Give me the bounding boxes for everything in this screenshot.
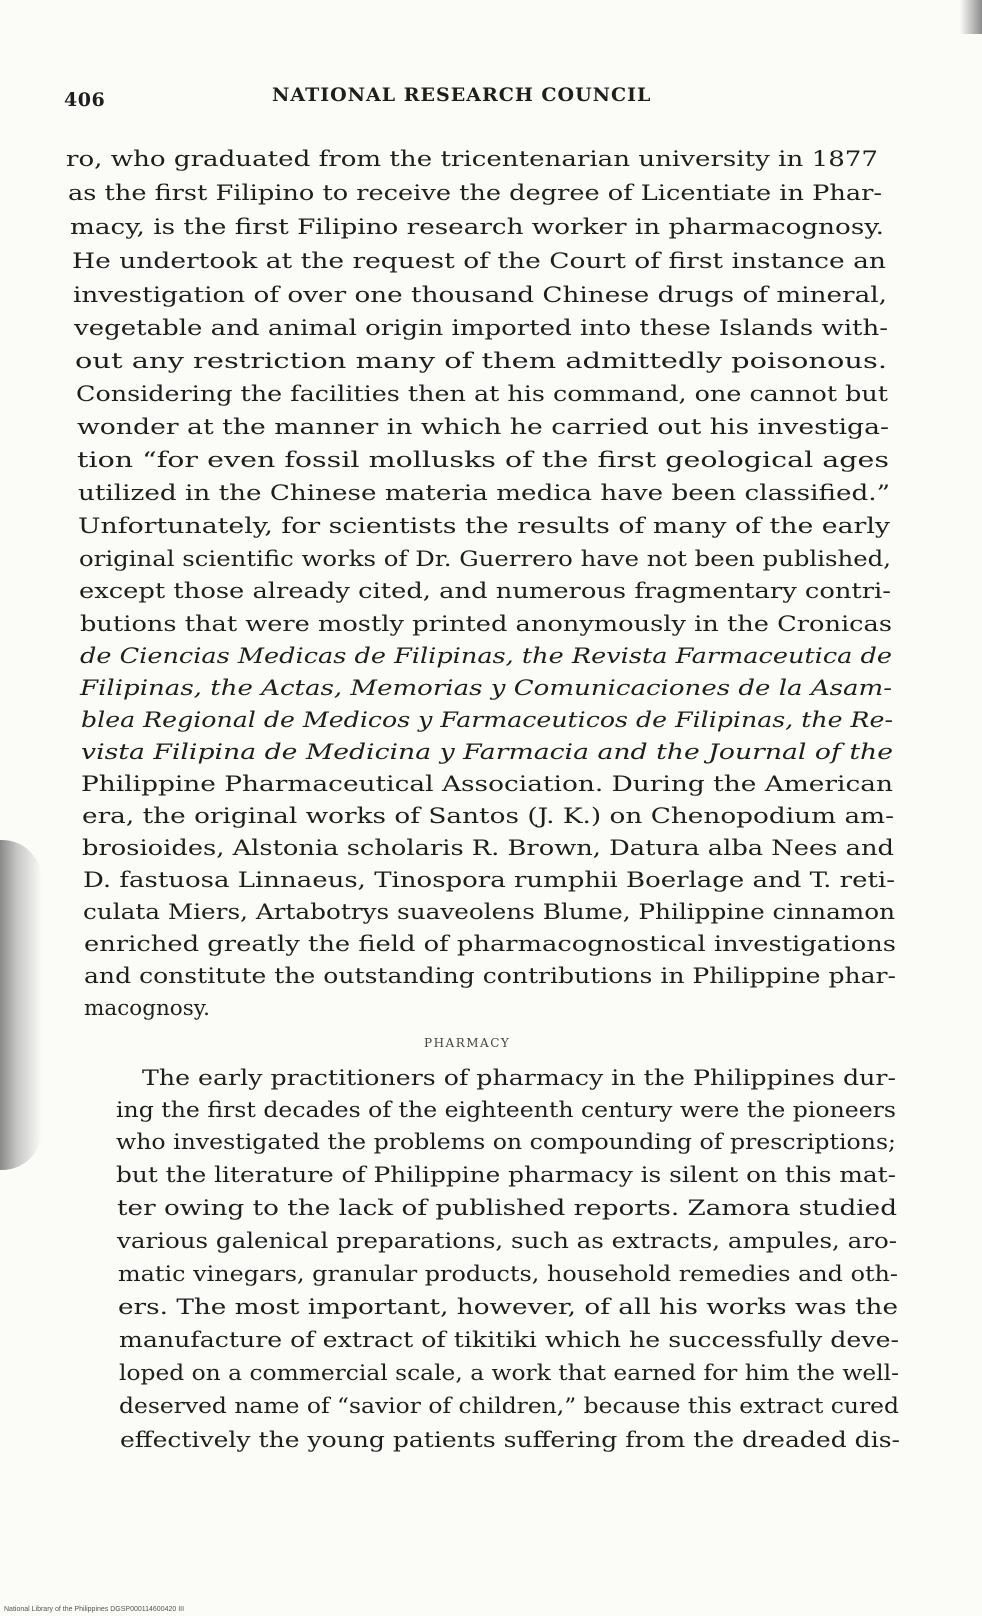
text-line: The early practitioners of pharmacy in the Philippines dur- <box>142 1066 896 1091</box>
binding-shadow <box>0 840 42 1170</box>
text-line: ter owing to the lack of published reports. Zamora studied <box>117 1196 897 1221</box>
scan-footer: National Library of the Philippines DGSP000114600420 III <box>4 1606 185 1613</box>
text-line: tion “for even fossil mollusks of the first geological ages <box>77 448 889 473</box>
text-line: Filipinas, the Actas, Memorias y Comunicaciones de la Asam- <box>80 676 892 701</box>
text-line: enriched greatly the field of pharmacognostical investigations <box>84 932 897 957</box>
text-line: and constitute the outstanding contributions in Philippine phar- <box>84 964 896 989</box>
text-line: vegetable and animal origin imported into these Islands with- <box>74 316 888 341</box>
text-line: except those already cited, and numerous fragmentary contri- <box>79 579 891 604</box>
edge-shadow <box>960 0 982 34</box>
text-line: ing the first decades of the eighteenth century were the pioneers <box>116 1098 896 1123</box>
text-line: effectively the young patients suffering from the dreaded dis- <box>120 1428 900 1453</box>
text-line: era, the original works of Santos (J. K.) on Chenopodium am- <box>82 804 894 829</box>
text-line: Philippine Pharmaceutical Association. During the American <box>81 772 893 797</box>
text-line: macognosy. <box>84 996 210 1021</box>
text-line: ers. The most important, however, of all his works was the <box>118 1295 898 1320</box>
text-line: utilized in the Chinese materia medica have been classified.” <box>78 481 890 506</box>
text-line: culata Miers, Artabotrys suaveolens Blume, Philippine cinnamon <box>83 900 896 925</box>
text-line: as the first Filipino to receive the degree of Licentiate in Phar- <box>68 181 882 206</box>
text-line: who investigated the problems on compounding of prescriptions; <box>116 1130 897 1155</box>
text-line: various galenical preparations, such as extracts, ampules, aro- <box>117 1229 898 1254</box>
page-number: 406 <box>64 89 106 111</box>
text-line: out any restriction many of them admittedly poisonous. <box>75 349 887 374</box>
text-line: D. fastuosa Linnaeus, Tinospora rumphii Boerlage and T. reti- <box>83 868 895 893</box>
running-head: NATIONAL RESEARCH COUNCIL <box>272 84 652 106</box>
text-line: investigation of over one thousand Chinese drugs of mineral, <box>73 283 887 308</box>
text-line: wonder at the manner in which he carried out his investiga- <box>77 415 889 440</box>
text-line: He undertook at the request of the Court of first instance an <box>72 249 886 274</box>
text-line: matic vinegars, granular products, household remedies and oth- <box>118 1262 898 1287</box>
text-line: manufacture of extract of tikitiki which he successfully deve- <box>119 1328 899 1353</box>
text-line: vista Filipina de Medicina y Farmacia and the Journal of the <box>81 740 893 765</box>
text-line: loped on a commercial scale, a work that earned for him the well- <box>119 1361 899 1386</box>
section-heading: PHARMACY <box>424 1036 511 1050</box>
text-line: butions that were mostly printed anonymously in the Cronicas <box>80 612 893 637</box>
text-line: deserved name of “savior of children,” because this extract cured <box>119 1394 899 1419</box>
text-line: blea Regional de Medicos y Farmaceuticos de Filipinas, the Re- <box>81 708 893 733</box>
text-line: but the literature of Philippine pharmacy is silent on this mat- <box>116 1163 896 1188</box>
text-line: macy, is the first Filipino research worker in pharmacognosy. <box>70 215 884 240</box>
text-line: ro, who graduated from the tricentenarian university in 1877 <box>66 147 878 172</box>
text-line: de Ciencias Medicas de Filipinas, the Revista Farmaceutica de <box>80 644 892 669</box>
text-line: original scientific works of Dr. Guerrero have not been published, <box>79 547 891 572</box>
text-line: Considering the facilities then at his command, one cannot but <box>76 382 888 407</box>
text-line: brosioides, Alstonia scholaris R. Brown, Datura alba Nees and <box>82 836 894 861</box>
text-line: Unfortunately, for scientists the results of many of the early <box>78 514 890 539</box>
